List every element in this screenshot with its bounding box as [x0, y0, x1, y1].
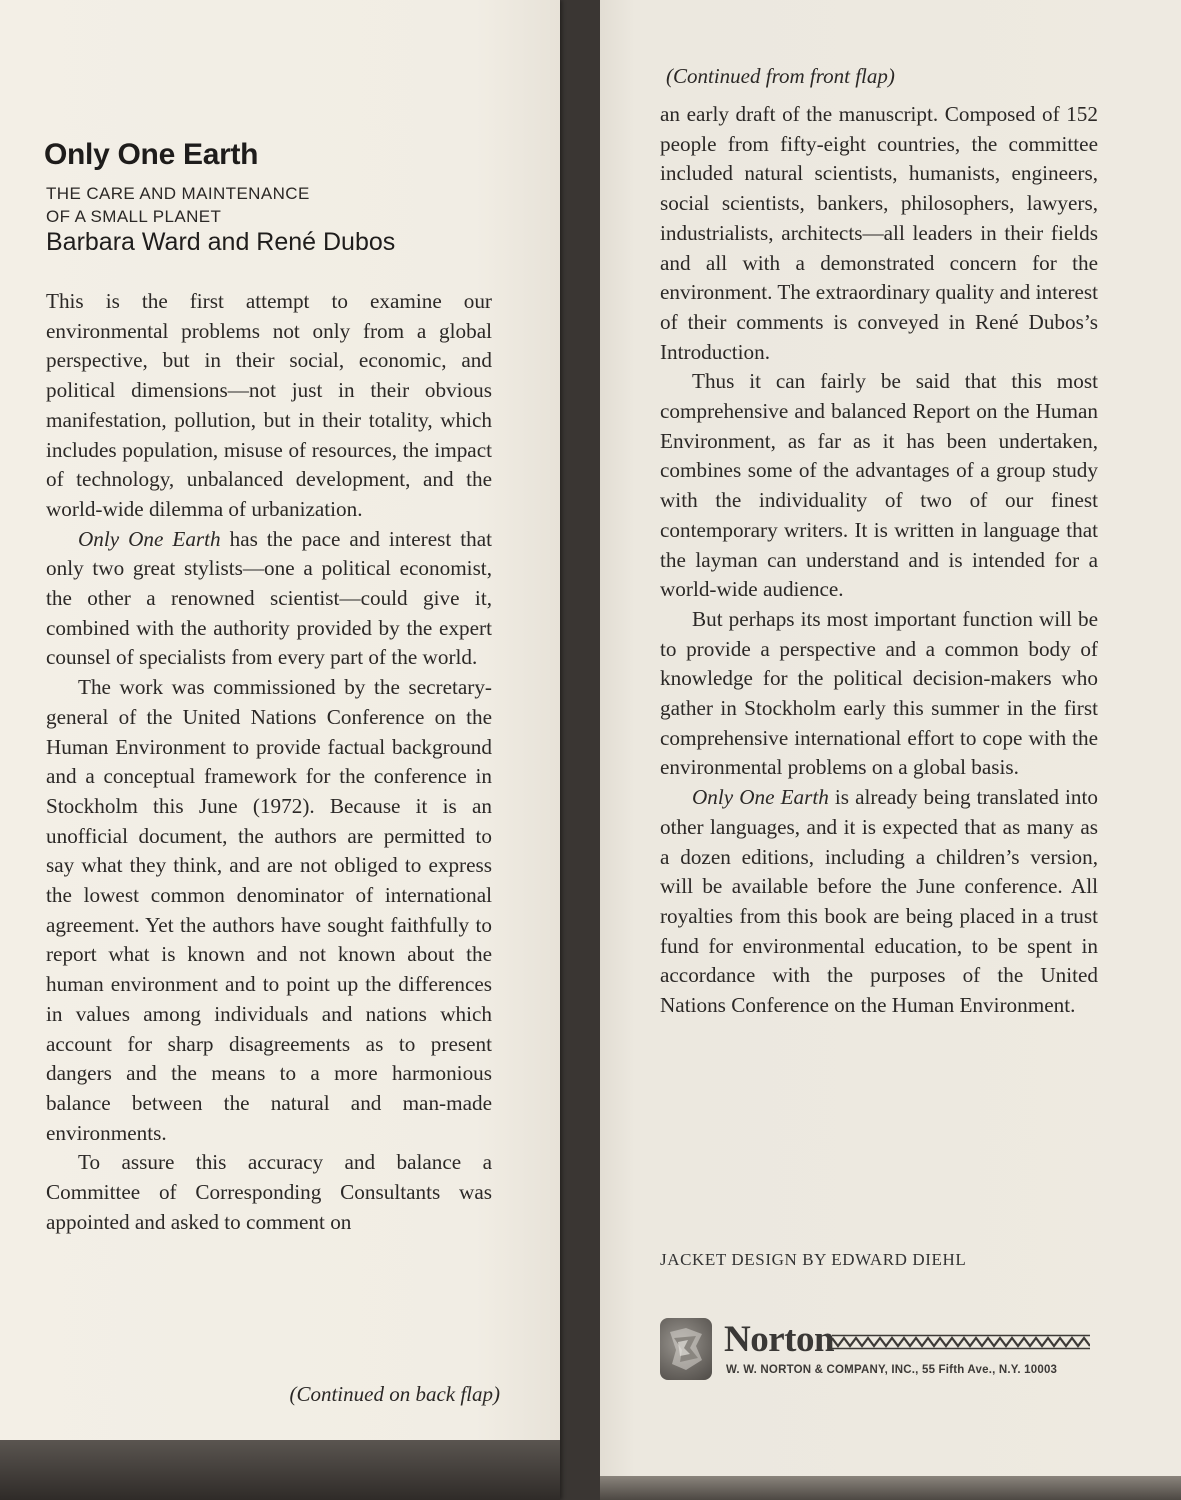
front-paragraph-2: [46, 525, 492, 674]
book-title: Only One Earth: [44, 138, 259, 171]
book-subtitle: [46, 182, 426, 228]
front-paragraph-1: This is the first attempt to examine our environmental problems not only from a global perspective, but in their social, economic, and political dimensions—not just in their obvious manifestation, pollution, but in their totality, which includes population, misuse of resources, the impact of technology, unbalanced development, and the world-wide dilemma of urbanization.: [46, 289, 492, 521]
publisher-logo-block: [660, 1318, 1100, 1388]
front-paragraph-3: The work was commissioned by the secretary-general of the United Nations Conference on the Human Environment to provide factual background and a conceptual framework for the conference in Stockholm this June (1972). Because it is an unofficial document, the authors are permitted to say what they think, and are not obliged to express the lowest common denominator of international agreement. Yet the authors have sought faithfully to report what is known and not known about the human environment and to point up the differences in values among individuals and nations which account for sharp disagreements as to present dangers and the means to a more harmonious balance between the natural and man-made environments.: [46, 675, 492, 1145]
norton-logo-icon: [660, 1318, 712, 1380]
continued-from-front-flap: (Continued from front flap): [666, 64, 895, 88]
book-authors: Barbara Ward and René Dubos: [46, 228, 396, 256]
jacket-design-credit: JACKET DESIGN BY EDWARD DIEHL: [660, 1250, 967, 1269]
front-flap-body: [46, 287, 492, 1238]
front-paragraph-2-text: has the pace and interest that only two great stylists—one a political economist, the other a renowned scientist—could give it, combined with the authority provided by the expert counsel of specialists from every part of the world.: [46, 526, 492, 670]
publisher-brand: Norton: [724, 1319, 835, 1360]
subtitle-line-1: THE CARE AND MAINTENANCE: [46, 184, 310, 203]
front-flap: [0, 0, 560, 1500]
back-paragraph-4-text: is already being translated into other languages, and it is expected that as many as a dozen editions, including a children’s version, will be available before the June conference. All royalties from this book are being placed in a trust fund for environmental education, to be spent in accordance with the purposes of the United Nations Conference on the Human Environment.: [660, 785, 1099, 1018]
back-paragraph-3: But perhaps its most important function will be to provide a perspective and a common body of knowledge for the political decision-makers who gather in Stockholm early this summer in the first comprehensive international effort to cope with the environmental problems on a global basis.: [660, 606, 1098, 780]
front-paragraph-4: To assure this accuracy and balance a Committee of Corresponding Consultants was appointed and asked to comment on: [46, 1150, 492, 1234]
publisher-address: W. W. NORTON & COMPANY, INC., 55 Fifth Ave., N.Y. 10003: [726, 1364, 1058, 1376]
continued-on-back-flap: (Continued on back flap): [289, 1382, 500, 1406]
back-flap-body: [660, 100, 1098, 1021]
zigzag-rule-icon: [832, 1334, 1090, 1350]
back-paragraph-1: an early draft of the manuscript. Composed of 152 people from fifty-eight countries, the committee included natural scientists, humanists, engineers, social scientists, bankers, philosophers, lawyers, industrialists, architects—all leaders in their fields and all with a demonstrated concern for the environment. The extraordinary quality and interest of their comments is conveyed in René Dubos’s Introduction.: [660, 102, 1098, 364]
back-paragraph-4: [660, 783, 1098, 1021]
back-paragraph-2: Thus it can fairly be said that this most comprehensive and balanced Report on the Human Environment, as far as it has been undertaken, combines some of the advantages of a group study with the individuality of two of our finest contemporary writers. It is written in language that the layman can understand and is intended for a world-wide audience.: [660, 369, 1098, 602]
italic-book-title-back: Only One Earth: [692, 785, 829, 810]
subtitle-line-2: OF A SMALL PLANET: [46, 207, 222, 226]
italic-book-title: Only One Earth: [78, 526, 221, 551]
